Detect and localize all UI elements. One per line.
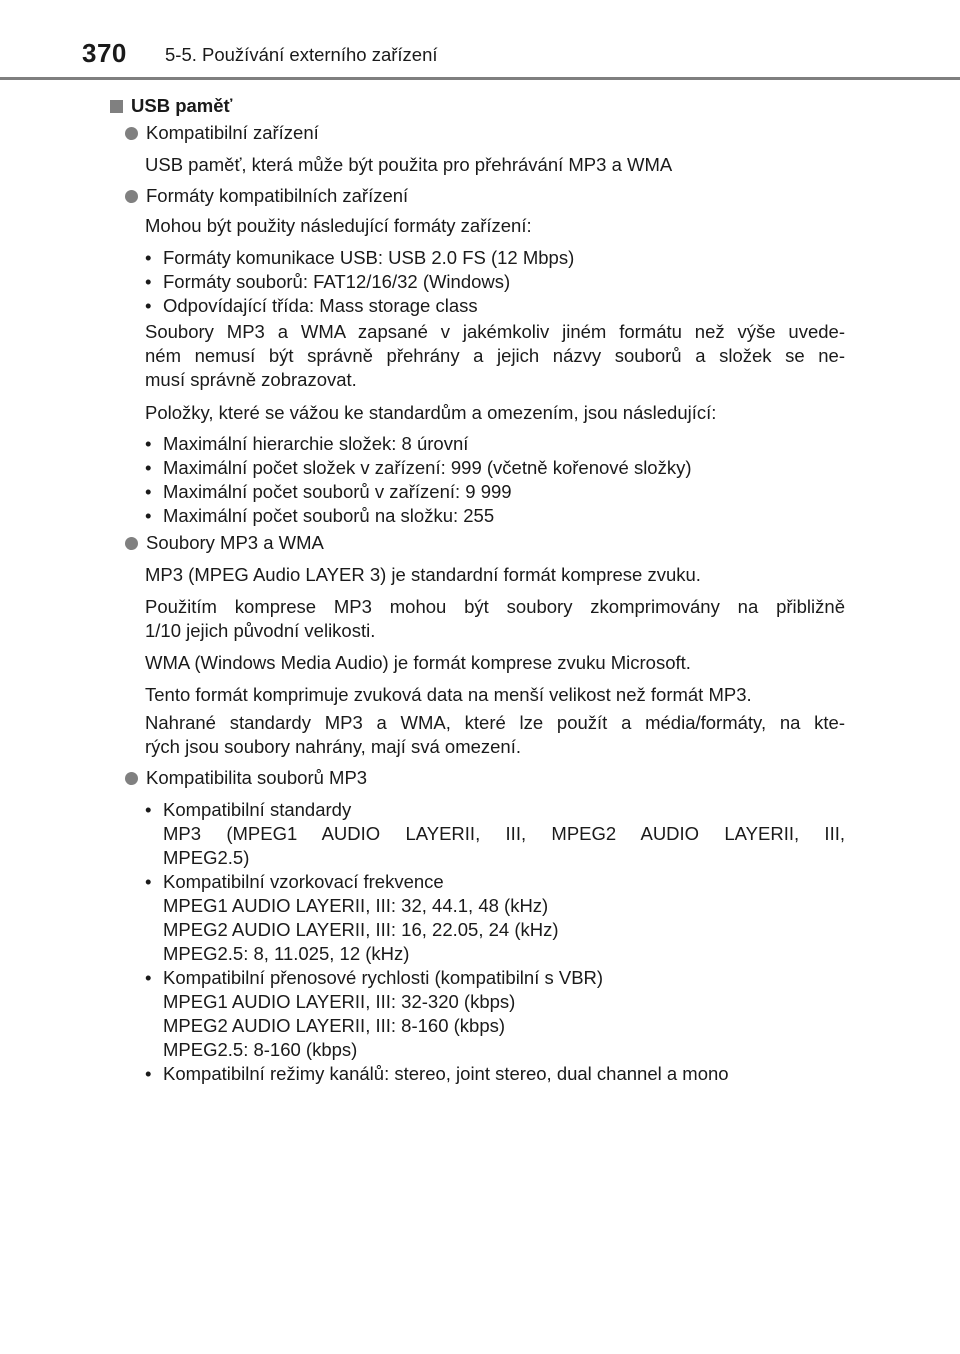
bullet-heading-text: Formáty kompatibilních zařízení bbox=[146, 185, 409, 206]
paragraph-line: Nahrané standardy MP3 a WMA, které lze použít a média/formáty, na kte- bbox=[145, 712, 845, 733]
list-item-detail: MPEG2 AUDIO LAYERII, III: 8-160 (kbps) bbox=[163, 1015, 506, 1036]
section-title-text: USB paměť bbox=[131, 95, 233, 116]
circle-bullet-icon bbox=[125, 537, 138, 550]
circle-bullet-icon bbox=[125, 127, 138, 140]
paragraph: WMA (Windows Media Audio) je formát komprese zvuku Microsoft. bbox=[145, 652, 691, 673]
bullet-heading-mp3-compat bbox=[125, 767, 367, 789]
list-item bbox=[145, 1062, 845, 1086]
paragraph-line: 1/10 jejich původní velikosti. bbox=[145, 620, 376, 641]
bullet-heading-device-formats bbox=[125, 185, 408, 207]
list-item: • Formáty komunikace USB: USB 2.0 FS (12 Mbps) bbox=[145, 246, 845, 270]
list-item-detail: MP3 (MPEG1 AUDIO LAYERII, III, MPEG2 AUDIO LAYERII, III, bbox=[163, 823, 845, 844]
list-item bbox=[145, 798, 845, 870]
list-item-label: • Kompatibilní vzorkovací frekvence bbox=[163, 871, 444, 892]
paragraph: MP3 (MPEG Audio LAYER 3) je standardní formát komprese zvuku. bbox=[145, 564, 701, 585]
list-item: • Odpovídající třída: Mass storage class bbox=[145, 294, 845, 318]
note-line: Soubory MP3 a WMA zapsané v jakémkoliv jiném formátu než výše uvede- bbox=[145, 321, 845, 342]
list-item-detail: MPEG2.5) bbox=[163, 847, 250, 868]
list-item bbox=[145, 870, 845, 966]
section-heading bbox=[110, 95, 232, 117]
chapter-title: 5-5. Používání externího zařízení bbox=[165, 44, 438, 65]
note-line: ném nemusí být správně přehrány a jejich názvy souborů a složek se ne- bbox=[145, 345, 845, 366]
paragraph: Tento formát komprimuje zvuková data na menší velikost než formát MP3. bbox=[145, 684, 752, 705]
list-item: • Maximální počet souborů na složku: 255 bbox=[145, 504, 845, 528]
bullet-heading-mp3-wma bbox=[125, 532, 324, 554]
bullet-heading-text: Kompatibilní zařízení bbox=[146, 122, 319, 143]
list-item-label: • Kompatibilní standardy bbox=[163, 799, 352, 820]
limits-list bbox=[145, 432, 845, 528]
paragraph bbox=[145, 595, 845, 643]
paragraph-line: rých jsou soubory nahrány, mají svá omezení. bbox=[145, 736, 521, 757]
circle-bullet-icon bbox=[125, 190, 138, 203]
mp3-compat-list bbox=[145, 798, 845, 1086]
note-line: musí správně zobrazovat. bbox=[145, 369, 357, 390]
list-item: • Maximální hierarchie složek: 8 úrovní bbox=[145, 432, 845, 456]
page-header bbox=[0, 0, 960, 80]
list-item-detail: MPEG2 AUDIO LAYERII, III: 16, 22.05, 24 (kHz) bbox=[163, 919, 559, 940]
paragraph: Položky, které se vážou ke standardům a omezením, jsou následující: bbox=[145, 402, 717, 423]
page-number: 370 bbox=[82, 38, 127, 68]
list-item-label: • Kompatibilní režimy kanálů: stereo, joint stereo, dual channel a mono bbox=[163, 1063, 729, 1084]
paragraph bbox=[145, 711, 845, 759]
circle-bullet-icon bbox=[125, 772, 138, 785]
list-item-detail: MPEG1 AUDIO LAYERII, III: 32, 44.1, 48 (kHz) bbox=[163, 895, 549, 916]
bullet-heading-compatible-devices bbox=[125, 122, 319, 144]
list-item-detail: MPEG1 AUDIO LAYERII, III: 32-320 (kbps) bbox=[163, 991, 516, 1012]
list-item-label: • Kompatibilní přenosové rychlosti (kompatibilní s VBR) bbox=[163, 967, 604, 988]
bullet-heading-text: Kompatibilita souborů MP3 bbox=[146, 767, 368, 788]
paragraph: USB paměť, která může být použita pro přehrávání MP3 a WMA bbox=[145, 154, 673, 175]
paragraph: Mohou být použity následující formáty zařízení: bbox=[145, 215, 532, 236]
list-item: • Maximální počet souborů v zařízení: 9 999 bbox=[145, 480, 845, 504]
list-item-detail: MPEG2.5: 8, 11.025, 12 (kHz) bbox=[163, 943, 410, 964]
note-paragraph bbox=[145, 320, 845, 392]
list-item-detail: MPEG2.5: 8-160 (kbps) bbox=[163, 1039, 358, 1060]
list-item: • Maximální počet složek v zařízení: 999 (včetně kořenové složky) bbox=[145, 456, 845, 480]
paragraph-line: Použitím komprese MP3 mohou být soubory zkomprimovány na přibližně bbox=[145, 596, 845, 617]
list-item: • Formáty souborů: FAT12/16/32 (Windows) bbox=[145, 270, 845, 294]
list-item bbox=[145, 966, 845, 1062]
header-rule bbox=[0, 77, 960, 80]
square-bullet-icon bbox=[110, 100, 123, 113]
format-list bbox=[145, 246, 845, 318]
bullet-heading-text: Soubory MP3 a WMA bbox=[146, 532, 324, 553]
